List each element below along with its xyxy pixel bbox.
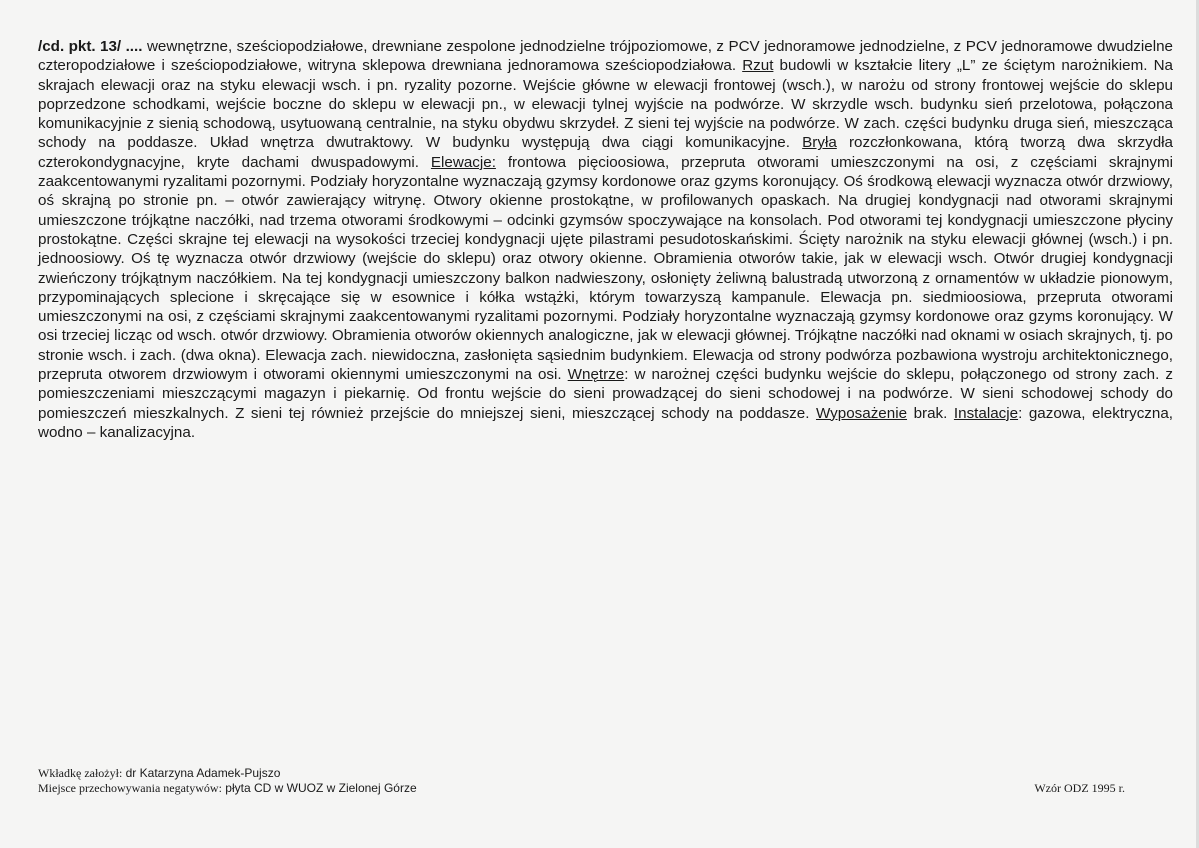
text-segment: frontowa pięcioosiowa, przepruta otworami umieszczonymi na osi, z częściami skrajnymi zaakcentowanymi ryzalitami pozornymi. Podziały horyzontalne wyznaczają gzymsy kordonowe oraz gzyms koronujący. Oś środkową elewacji wyznacza otwór drzwiowy, oś skrajną po stronie pn. – otwór zawierający witrynę. Otwory okienne prostokątne, w profilowanych opaskach. Na drugiej kondygnacji nad otworami skrajnymi umieszczone trójkątne naczółki, nad trzema otworami środkowymi – odcinki gzymsów spoczywające na konsolach. Pod otworami tej kondygnacji umieszczone płyciny prostokątne. Części skrajne tej elewacji na wysokości trzeciej kondygnacji ujęte pilastrami pesudotoskańskimi. Ścięty narożnik na styku elewacji głównej (wsch.) i pn. jednoosiowy. Oś tę wyznacza otwór drzwiowy (wejście do sklepu) oraz otwory okienne. Obramienia otworów takie, jak w elewacji wsch. Otwór drugiej kondygnacji zwieńczony trójkątnym naczółkiem. Na tej kondygnacji umieszczony balkon nadwieszony, osłonięty żeliwną balustradą utworzoną z ornamentów w układzie pionowym, przypominających splecione i skręcające się w esownice i kółka wstążki, którym towarzyszą kampanule. Elewacja pn. siedmioosiowa, przepruta otworami umieszczonymi na osi, z częściami skrajnymi zaakcentowanymi ryzalitami pozornymi. Podziały horyzontalne wyznaczają gzymsy kordonowe oraz gzyms koronujący. W osi trzeciej licząc od wsch. otwór drzwiowy. Obramienia otworów okiennych analogiczne, jak w elewacji głównej. Trójkątne naczółki nad oknami w osiach skrajnych, tj. po stronie wsch. i zach. (dwa okna). Elewacja zach. niewidoczna, zasłonięta sąsiednim budynkiem. Elewacja od strony podwórza pozbawiona wystroju architektonicznego, przepruta otworem drzwiowym i otworami okiennymi umieszczonymi na osi.	[38, 153, 1173, 384]
text-segment: : w narożnej części budynku wejście do sklepu, połączonego od strony zach. z pomieszczeniami mieszczącymi magazyn i piekarnię. Od frontu wejście do sieni prowadzącej do sieni schodowej i na podwórze. W sieni schodowej schody do pomieszczeń mieszkalnych. Z sieni tej również przejście do mniejszej sieni, mieszczącej schody na poddasze.	[38, 366, 1173, 422]
description-text	[38, 37, 1173, 442]
section-heading: Bryła	[802, 134, 837, 152]
section-heading: Wyposażenie	[815, 404, 908, 422]
text-segment: : gazowa, elektryczna, wodno – kanalizacyjna.	[38, 404, 1173, 441]
text-segment: budowli w kształcie litery „L” ze ściętym narożnikiem. Na skrajach elewacji oraz na styku elewacji wsch. i pn. ryzality pozorne. Wejście główne w elewacji frontowej (wsch.), w narożu od strony frontowej wejście do sklepu poprzedzone schodkami, wejście boczne do sklepu w elewacji pn., w elewacji tylnej wyjście na podwórze. W skrzydle wsch. budynku sień przelotowa, połączona komunikacyjnie z sienią schodową, usytuowaną centralnie, na styku obydwu skrzydeł. Z sieni tej wyjście na podwórze. W zach. części budynku druga sień, mieszcząca schody na poddasze. Układ wnętrza dwutraktowy. W budynku występują dwa ciągi komunikacyjne.	[38, 57, 1173, 152]
section-reference: /cd. pkt. 13/ ....	[38, 38, 143, 55]
text-segment: rozczłonkowana, którą tworzą dwa skrzydła czterokondygnacyjne, kryte dachami dwuspadowymi.	[38, 134, 1173, 171]
section-heading: Instalacje	[953, 404, 1019, 422]
form-code: Wzór ODZ 1995 r.	[1034, 781, 1125, 795]
text-segment: brak.	[907, 404, 954, 422]
document-footer	[38, 766, 417, 796]
negatives-location-line	[38, 781, 417, 796]
negatives-location-value: płyta CD w WUOZ w Zielonej Górze	[221, 781, 417, 795]
section-heading: Rzut	[742, 57, 774, 75]
section-heading: Wnętrze	[567, 366, 625, 384]
author-line	[38, 766, 417, 781]
text-segment: wewnętrzne, sześciopodziałowe, drewniane zespolone jednodzielne trójpoziomowe, z PCV jednoramowe jednodzielne, z PCV jednoramowe dwudzielne czteropodziałowe i sześciopodziałowe, witryna sklepowa drewniana jednoramowa sześciopodziałowa.	[38, 38, 1173, 75]
negatives-location-label: Miejsce przechowywania negatywów:	[38, 781, 222, 795]
section-heading: Elewacje:	[430, 153, 496, 171]
author-label: Wkładkę założył:	[38, 766, 123, 780]
author-name: dr Katarzyna Adamek-Pujszo	[122, 766, 281, 780]
